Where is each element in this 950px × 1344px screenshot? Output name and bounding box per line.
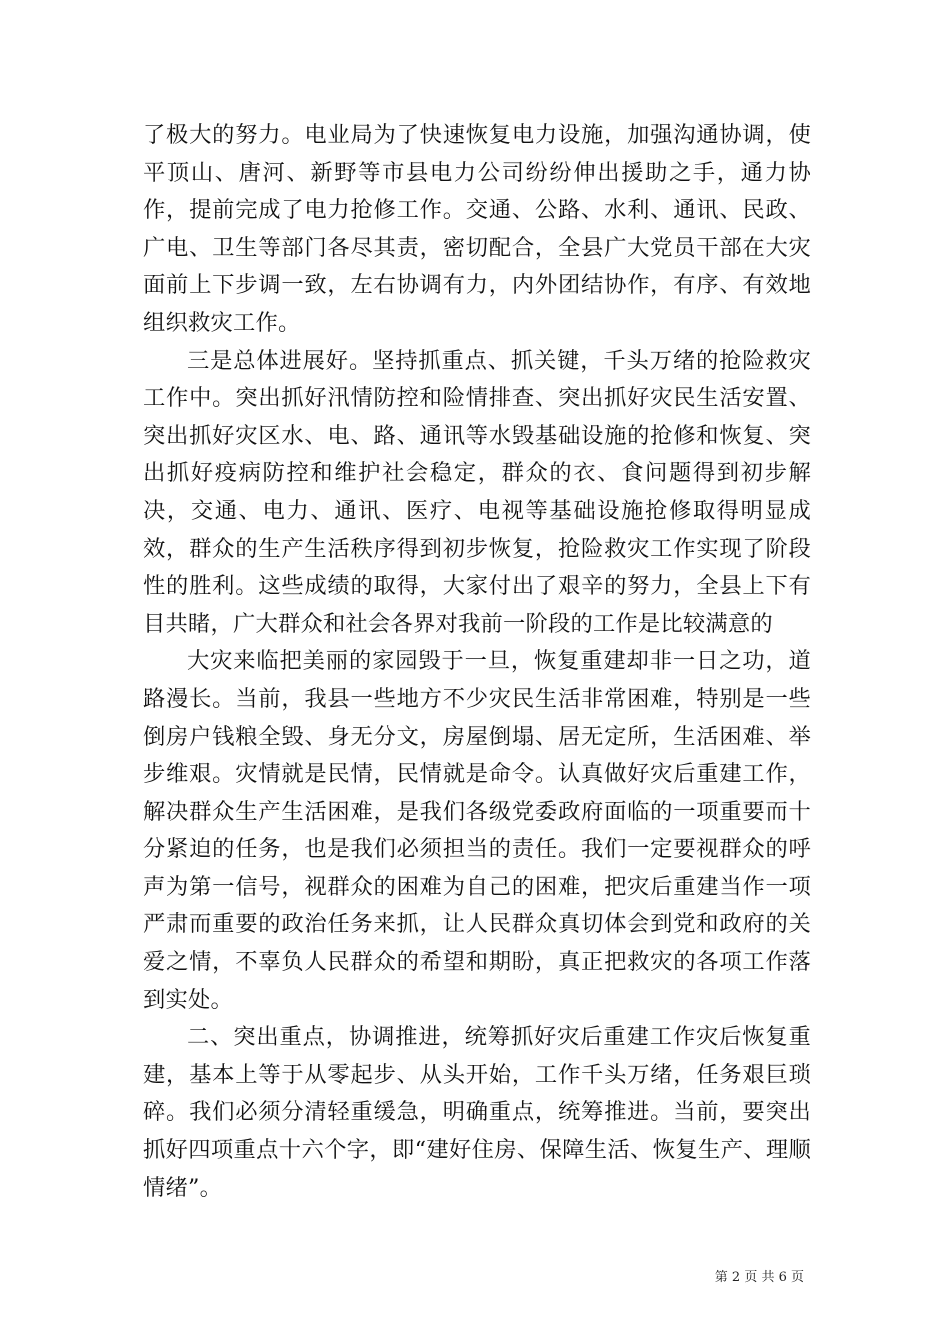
paragraph-overall-progress: 三是总体进展好。坚持抓重点、抓关键，千头万绪的抢险救灾工作中。突出抓好汛情防控和险情排查、突出抓好灾民生活安置、突出抓好灾区水、电、路、通讯等水毁基础设施的抢修和恢复、突出抓好疫病防控和维护社会稳定，群众的衣、食问题得到初步解决，交通、电力、通讯、医疗、电视等基础设施抢修取得明显成效，群众的生产生活秩序得到初步恢复，抢险救灾工作实现了阶段性的胜利。这些成绩的取得，大家付出了艰辛的努力，全县上下有目共睹，广大群众和社会各界对我前一阶段的工作是比较满意的 (143, 347, 811, 637)
paragraph-section-two: 二、突出重点，协调推进，统筹抓好灾后重建工作灾后恢复重建，基本上等于从零起步、从头开始，工作千头万绪，任务艰巨琐碎。我们必须分清轻重缓急，明确重点，统筹推进。当前，要突出抓好四项重点十六个字，即“建好住房、保障生活、恢复生产、理顺情绪”。 (143, 1024, 811, 1201)
paragraph-reconstruction-need: 大灾来临把美丽的家园毁于一旦，恢复重建却非一日之功，道路漫长。当前，我县一些地方不少灾民生活非常困难，特别是一些倒房户钱粮全毁、身无分文，房屋倒塌、居无定所，生活困难、举步维艰。灾情就是民情，民情就是命令。认真做好灾后重建工作，解决群众生产生活困难，是我们各级党委政府面临的一项重要而十分紧迫的任务，也是我们必须担当的责任。我们一定要视群众的呼声为第一信号，视群众的困难为自己的困难，把灾后重建当作一项严肃而重要的政治任务来抓，让人民群众真切体会到党和政府的关爱之情，不辜负人民群众的希望和期盼，真正把救灾的各项工作落到实处。 (143, 648, 811, 1013)
page-number: 第 2 页 共 6 页 (714, 1270, 804, 1285)
paragraph-continuation: 了极大的努力。电业局为了快速恢复电力设施，加强沟通协调，使平顶山、唐河、新野等市县电力公司纷纷伸出援助之手，通力协作，提前完成了电力抢修工作。交通、公路、水利、通讯、民政、广电、卫生等部门各尽其责，密切配合，全县广大党员干部在大灾面前上下步调一致，左右协调有力，内外团结协作，有序、有效地组织救灾工作。 (143, 122, 811, 336)
document-body (143, 117, 811, 1207)
